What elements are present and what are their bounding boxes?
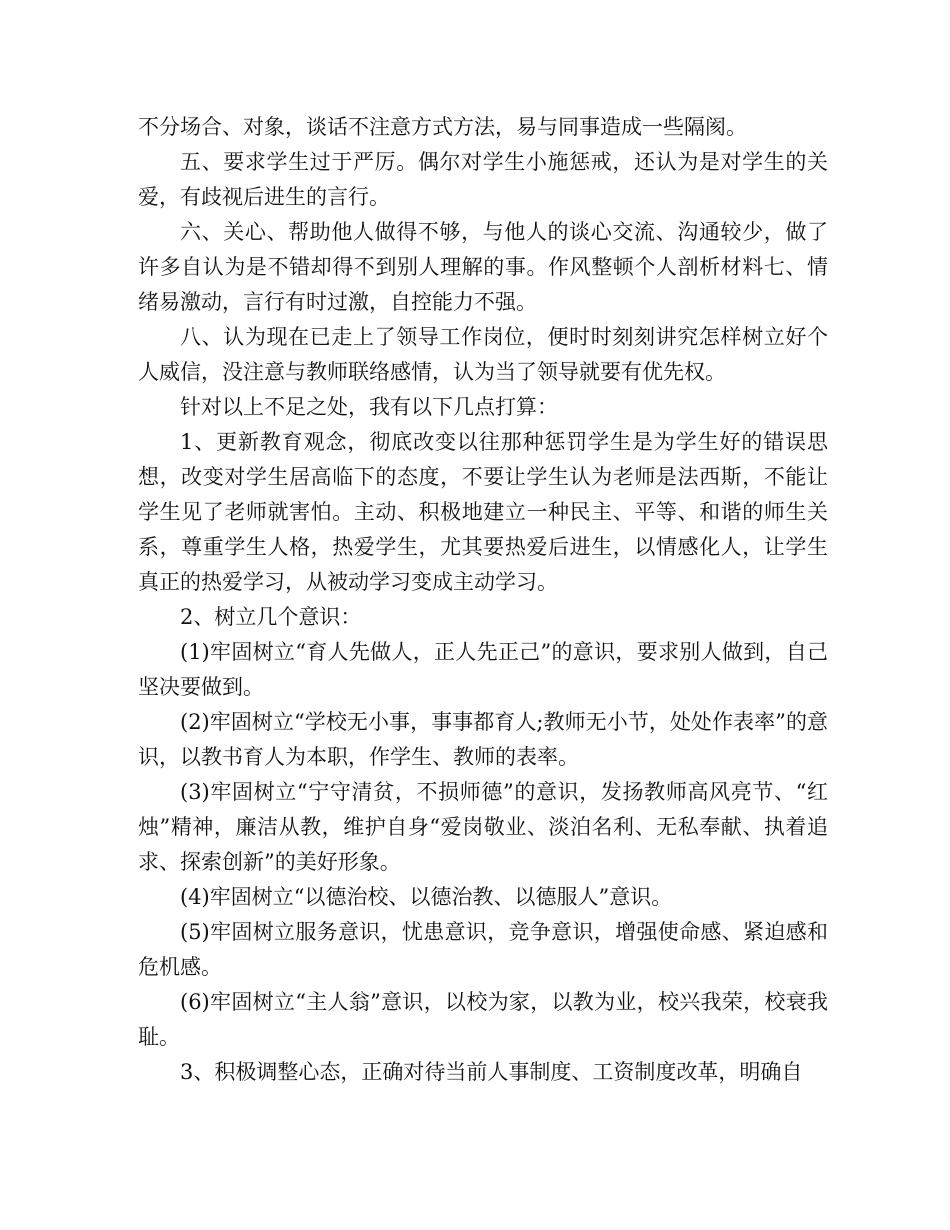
- paragraph: (1)牢固树立“育人先做人，正人先正己”的意识，要求别人做到，自己坚决要做到。: [138, 640, 828, 699]
- paragraph: (2)牢固树立“学校无小事，事事都育人;教师无小节，处处作表率”的意识，以教书育人为本职，作学生、教师的表率。: [138, 710, 828, 769]
- paragraph: 八、认为现在已走上了领导工作岗位，便时时刻刻讲究怎样树立好个人威信，没注意与教师联络感情，认为当了领导就要有优先权。: [138, 325, 828, 384]
- paragraph: 1、更新教育观念，彻底改变以往那种惩罚学生是为学生好的错误思想，改变对学生居高临下的态度，不要让学生认为老师是法西斯，不能让学生见了老师就害怕。主动、积极地建立一种民主、平等、和谐的师生关系，尊重学生人格，热爱学生，尤其要热爱后进生，以情感化人，让学生真正的热爱学习，从被动学习变成主动学习。: [138, 430, 828, 594]
- paragraph: 五、要求学生过于严厉。偶尔对学生小施惩戒，还认为是对学生的关爱，有歧视后进生的言行。: [138, 150, 828, 209]
- paragraph: 不分场合、对象，谈话不注意方式方法，易与同事造成一些隔阂。: [138, 115, 747, 139]
- paragraph: (6)牢固树立“主人翁”意识，以校为家，以教为业，校兴我荣，校衰我耻。: [138, 990, 828, 1049]
- paragraph: (3)牢固树立“宁守清贫，不损师德”的意识，发扬教师高风亮节、“红烛”精神，廉洁从教，维护自身“爱岗敬业、淡泊名利、无私奉献、执着追求、探索创新”的美好形象。: [138, 780, 828, 874]
- paragraph: 针对以上不足之处，我有以下几点打算：: [180, 395, 558, 419]
- document-body: [138, 110, 828, 1090]
- paragraph: 六、关心、帮助他人做得不够，与他人的谈心交流、沟通较少，做了许多自认为是不错却得不到别人理解的事。作风整顿个人剖析材料七、情绪易激动，言行有时过激，自控能力不强。: [138, 220, 828, 314]
- paragraph: (4)牢固树立“以德治校、以德治教、以德服人”意识。: [180, 885, 673, 909]
- paragraph: 2、树立几个意识：: [180, 605, 362, 629]
- paragraph: (5)牢固树立服务意识，忧患意识，竞争意识，增强使命感、紧迫感和危机感。: [138, 920, 828, 979]
- paragraph: 3、积极调整心态，正确对待当前人事制度、工资制度改革，明确自: [180, 1060, 803, 1084]
